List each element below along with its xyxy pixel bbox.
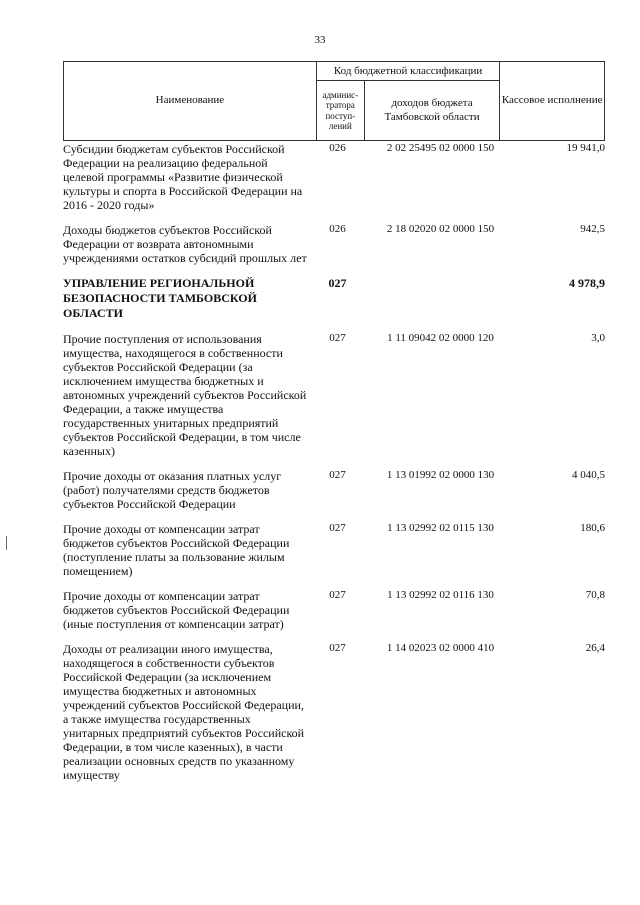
row-admin: 027 <box>329 642 346 654</box>
row-amount: 19 941,0 <box>566 142 605 154</box>
row-admin: 026 <box>329 223 346 235</box>
row-code: 1 11 09042 02 0000 120 <box>387 332 494 344</box>
section-title: УПРАВЛЕНИЕ РЕГИОНАЛЬНОЙ БЕЗОПАСНОСТИ ТАМБОВСКОЙ ОБЛАСТИ <box>63 276 257 320</box>
table-row <box>63 467 605 511</box>
header-admin: админис-тратора поступ-лений <box>316 81 364 141</box>
row-name: Субсидии бюджетам субъектов Российской Федерации на реализацию федеральной целевой программы «Развитие физической культуры и спорта в Российской Федерации на 2016 - 2020 годы» <box>63 142 303 212</box>
row-admin: 027 <box>329 522 346 534</box>
row-name: Прочие доходы от компенсации затрат бюджетов субъектов Российской Федерации (поступление платы за пользование жилым помещением) <box>63 522 290 578</box>
row-amount: 3,0 <box>591 332 605 344</box>
row-amount: 4 978,9 <box>569 276 605 290</box>
table-row-section <box>63 274 605 321</box>
row-code: 2 18 02020 02 0000 150 <box>386 223 495 235</box>
table-row <box>63 330 605 458</box>
margin-mark <box>6 536 7 550</box>
page-number: 33 <box>314 34 326 46</box>
row-admin: 027 <box>329 332 346 344</box>
header-cash: Кассовое исполнение <box>500 62 605 141</box>
row-admin: 027 <box>328 276 347 290</box>
row-code: 2 02 25495 02 0000 150 <box>386 142 495 154</box>
row-code: 1 13 02992 02 0116 130 <box>387 589 494 601</box>
row-code: 1 14 02023 02 0000 410 <box>386 642 495 654</box>
row-admin: 027 <box>329 469 346 481</box>
table-header <box>63 61 605 141</box>
row-code: 1 13 02992 02 0115 130 <box>387 522 494 534</box>
row-admin: 027 <box>329 589 346 601</box>
row-amount: 26,4 <box>585 642 605 654</box>
row-code <box>367 274 514 276</box>
header-name: Наименование <box>64 62 317 141</box>
table-row <box>63 520 605 578</box>
header-code-group: Код бюджетной классификации <box>316 62 499 81</box>
row-amount: 180,6 <box>580 522 605 534</box>
row-amount: 4 040,5 <box>572 469 605 481</box>
row-code: 1 13 01992 02 0000 130 <box>386 469 495 481</box>
table-row <box>63 221 605 265</box>
row-amount: 70,8 <box>585 589 605 601</box>
table-row <box>63 640 605 782</box>
row-name: Доходы от реализации иного имущества, находящегося в собственности субъектов Российской Федерации (за исключением имущества бюджетных и автономных учреждений субъектов Российской Федерации, а также имущества государственных унитарных предприятий субъектов Российской Федерации, в том числе казенных), в части реализации основных средств по указанному имуществу <box>63 642 305 782</box>
row-name: Прочие доходы от оказания платных услуг (работ) получателями средств бюджетов субъектов Российской Федерации <box>63 469 282 511</box>
row-name: Прочие доходы от компенсации затрат бюджетов субъектов Российской Федерации (иные поступления от компенсации затрат) <box>63 589 290 631</box>
table-body <box>63 140 605 791</box>
header-income: доходов бюджета Тамбовской области <box>364 81 500 141</box>
row-admin: 026 <box>329 142 346 154</box>
row-amount: 942,5 <box>580 223 605 235</box>
table-row <box>63 140 605 212</box>
row-name: Доходы бюджетов субъектов Российской Федерации от возврата автономными учреждениями остатков субсидий прошлых лет <box>63 223 307 265</box>
row-name: Прочие поступления от использования имущества, находящегося в собственности субъектов Российской Федерации (за исключением имущества бюджетных и автономных учреждений субъектов Российской Федерации, а также имущества государственных унитарных предприятий субъектов Российской Федерации, в том числе казенных) <box>63 332 307 458</box>
table-row <box>63 587 605 631</box>
